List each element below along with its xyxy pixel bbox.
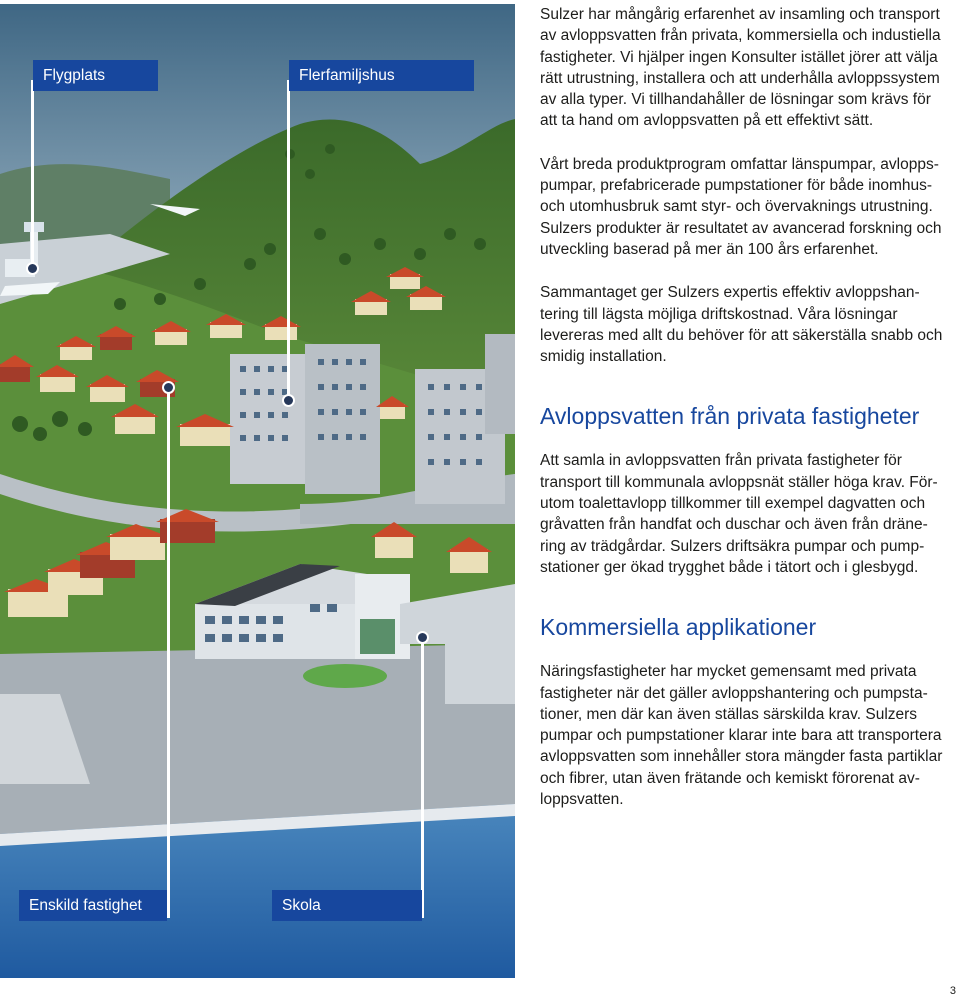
apartments-pin-dot xyxy=(282,394,295,407)
commercial-applications-body: Näringsfastigheter har mycket gemensamt med privata fastigheter när det gäller avloppshantering och pumpsta- tioner, men där kan även ställas särskilda krav. Sulzers pumpar och pumpstationer klarar inte bara att transportera avloppsvatten som innehåller stora mängder fasta partiklar och fibrer, utan även frätande och kemiskt förorenat av- loppsvatten. xyxy=(540,663,943,809)
private-properties-body: Att samla in avloppsvatten från privata fastigheter för transport till kommunala avloppsnät ställer höga krav. För- utom toalettavlopp tillkommer till exempel dagvatten och gråvatten från handfat och duschar och även från dräne- ring av trädgårdar. Sulzers driftsäkra pumpar och pump- stationer ger ökad trygghet både i tätort och i glesbygd. xyxy=(540,452,938,576)
intro-paragraph-3: Sammantaget ger Sulzers expertis effektiv avloppshan- tering till lägsta möjliga driftskostnad. Våra lösningar levereras med allt du behöver för att säkerställa snabb och smidig installation. xyxy=(540,284,943,366)
intro-paragraph-2: Vårt breda produktprogram omfattar länspumpar, avlopps- pumpar, prefabricerade pumpstationer för både inomhus- och utomhusbruk samt styr- och övervaknings utrustning. Sulzers produkter är resultatet av avancerad forskning och utveckling baserad på mer än 100 års erfarenhet. xyxy=(540,155,942,258)
town-illustration xyxy=(0,4,515,978)
school-pin-dot xyxy=(416,631,429,644)
heading-commercial-applications: Kommersiella applikationer xyxy=(540,614,817,641)
airport-pin-line xyxy=(31,80,34,268)
heading-private-properties: Avloppsvatten från privata fastigheter xyxy=(540,403,920,430)
airport-pin-dot xyxy=(26,262,39,275)
school-label: Skola xyxy=(272,890,422,921)
house-label: Enskild fastighet xyxy=(19,890,167,921)
house-pin-line xyxy=(167,388,170,918)
town-scene-graphic xyxy=(0,4,515,978)
apartments-label: Flerfamiljshus xyxy=(289,60,474,91)
text-column xyxy=(540,4,960,810)
apartments-pin-line xyxy=(287,80,290,400)
school-pin-line xyxy=(421,637,424,918)
airport-label: Flygplats xyxy=(33,60,158,91)
intro-paragraph-1: Sulzer har mångårig erfarenhet av insamling och transport av avloppsvatten från privata, kommersiella och industiella fastigheter. Vi hjälper ingen Konsulter istället jörer att välja rätt utrustning, installera och att underhålla avloppssystem av alla typer. Vi tillhandahåller de lösningar som krävs för att ta hand om avloppsvatten på ett effektivt sätt. xyxy=(540,6,941,130)
page-number: 3 xyxy=(949,985,956,997)
house-pin-dot xyxy=(162,381,175,394)
